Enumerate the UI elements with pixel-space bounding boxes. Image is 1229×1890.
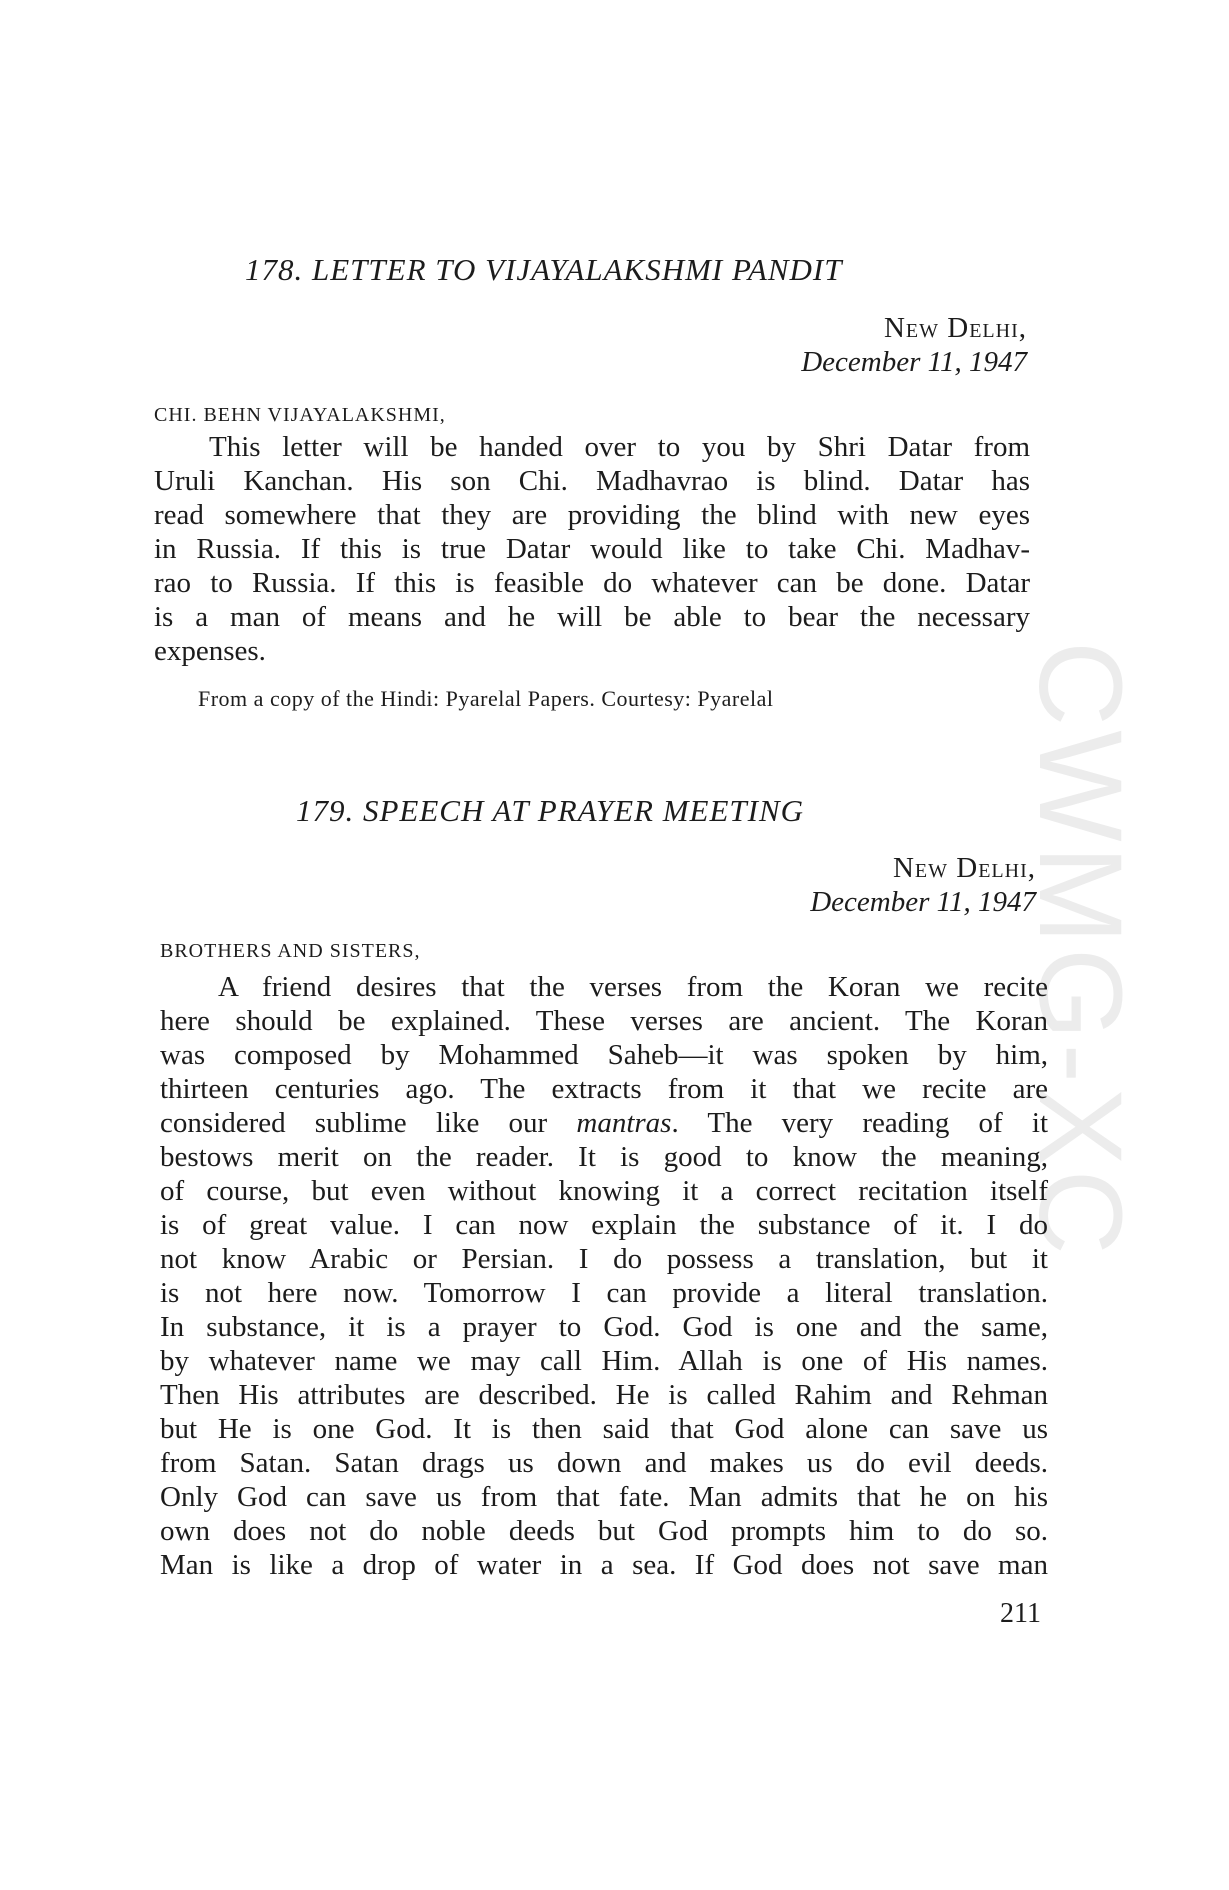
text-line: thirteen centuries ago. The extracts from it that we recite are (160, 1073, 1048, 1105)
text-line: here should be explained. These verses are ancient. The Koran (160, 1005, 1048, 1037)
text-line: was composed by Mohammed Saheb—it was spoken by him, (160, 1039, 1048, 1071)
text-line: but He is one God. It is then said that God alone can save us (160, 1413, 1048, 1445)
speech-body (160, 970, 1048, 1582)
text-line: rao to Russia. If this is feasible do whatever can be done. Datar (154, 567, 1030, 599)
text-line: is of great value. I can now explain the substance of it. I do (160, 1209, 1048, 1241)
text-line (160, 1106, 1048, 1140)
text-segment: considered sublime like our (160, 1107, 577, 1139)
text-line: expenses. (154, 635, 266, 667)
salutation: CHI. BEHN VIJAYALAKSHMI, (154, 404, 446, 426)
source-note: From a copy of the Hindi: Pyarelal Papers. Courtesy: Pyarelal (198, 686, 774, 711)
place-line: New Delhi, (883, 312, 1027, 344)
text-line: in Russia. If this is true Datar would like to take Chi. Madhav- (154, 533, 1030, 565)
text-line: by whatever name we may call Him. Allah is one of His names. (160, 1345, 1048, 1377)
text-line: read somewhere that they are providing the blind with new eyes (154, 499, 1030, 531)
place-line: New Delhi, (892, 852, 1036, 884)
date-line: December 11, 1947 (810, 886, 1036, 918)
text-line: bestows merit on the reader. It is good to know the meaning, (160, 1141, 1048, 1173)
text-line: In substance, it is a prayer to God. God is one and the same, (160, 1311, 1048, 1343)
letter-body (154, 430, 1030, 668)
text-line: This letter will be handed over to you by Shri Datar from (209, 431, 1030, 463)
text-line: of course, but even without knowing it a correct recitation itself (160, 1175, 1048, 1207)
section-heading: 179. SPEECH AT PRAYER MEETING (296, 793, 805, 828)
text-line: Uruli Kanchan. His son Chi. Madhavrao is blind. Datar has (154, 465, 1030, 497)
text-line: is not here now. Tomorrow I can provide a literal translation. (160, 1277, 1048, 1309)
salutation: BROTHERS AND SISTERS, (160, 940, 421, 962)
date-line: December 11, 1947 (801, 346, 1027, 378)
text-line: is a man of means and he will be able to bear the necessary (154, 601, 1030, 633)
section-heading: 178. LETTER TO VIJAYALAKSHMI PANDIT (245, 252, 843, 287)
text-segment: . The very reading of it (671, 1107, 1048, 1139)
text-line: from Satan. Satan drags us down and makes us do evil deeds. (160, 1447, 1048, 1479)
text-line: Man is like a drop of water in a sea. If God does not save man (160, 1549, 1048, 1581)
text-line: Then His attributes are described. He is called Rahim and Rehman (160, 1379, 1048, 1411)
text-line: not know Arabic or Persian. I do possess a translation, but it (160, 1243, 1048, 1275)
text-line: Only God can save us from that fate. Man admits that he on his (160, 1481, 1048, 1513)
watermark (1014, 535, 1146, 1365)
italic-word: mantras (576, 1107, 672, 1139)
page-number: 211 (1000, 1598, 1041, 1629)
text-line: A friend desires that the verses from the Koran we recite (218, 971, 1048, 1003)
text-line: own does not do noble deeds but God prompts him to do so. (160, 1515, 1048, 1547)
watermark-text: CWMG-XC (1014, 641, 1146, 1259)
